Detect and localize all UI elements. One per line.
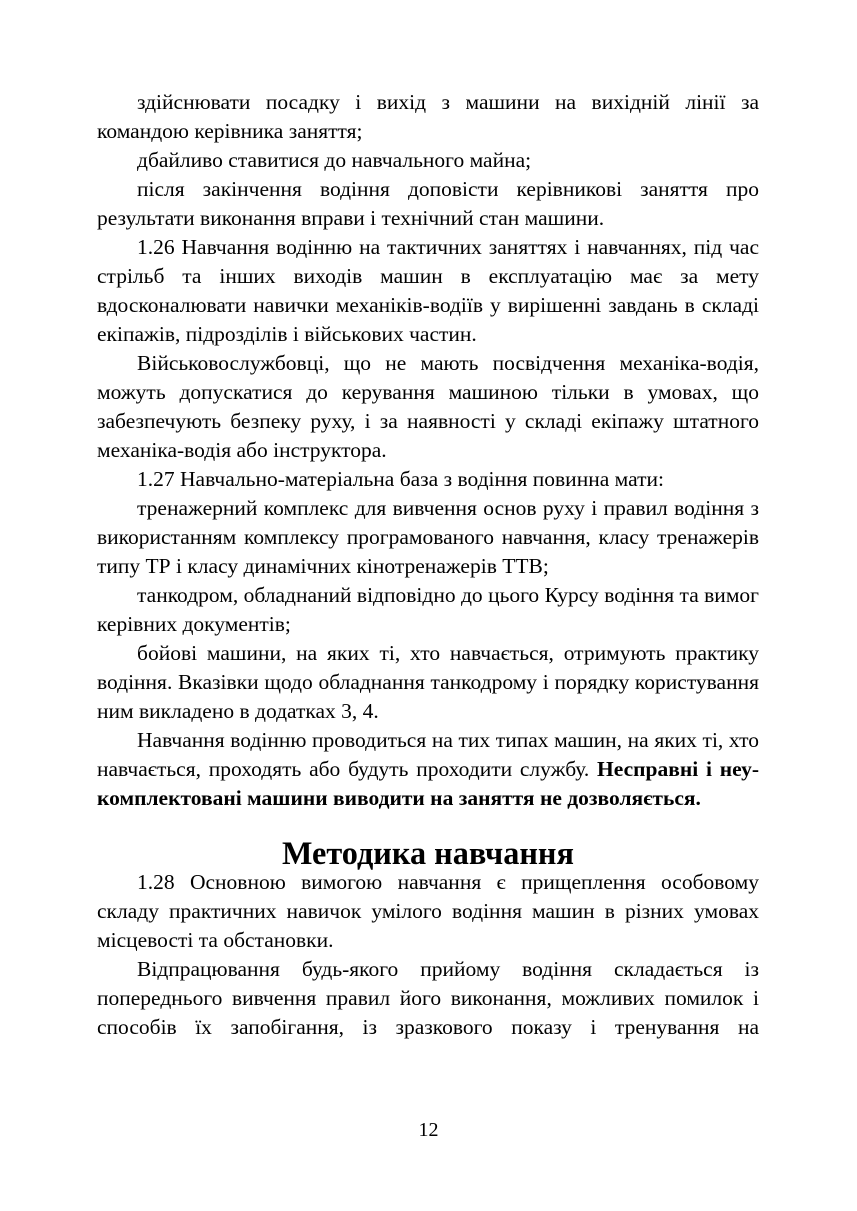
paragraph-1-27: 1.27 Навчально-матеріальна база з водіння повинна мати: xyxy=(137,467,664,491)
paragraph-combat-vehicles: бойові машини, на яких ті, хто навчається, отримують практику водіння. Вказівки щодо обладнання танкодрому і порядку користування ним викладено в додатках 3, 4. xyxy=(97,641,759,723)
paragraph-servicemen-admission: Військовослужбовці, що не мають посвідчення механіка-водія, можуть допускатися до керування машиною тільки в умовах, що забезпечують безпеку руху, і за наявності у складі екіпажу штатного механіка-водія або інструктора. xyxy=(97,351,759,462)
faulty-machines-warning: Несправні і неу- комплектовані машини виводити на заняття не дозволяється. xyxy=(97,757,759,810)
paragraph-care-property: дбайливо ставитися до навчального майна; xyxy=(137,148,532,172)
paragraph-1-28: 1.28 Основною вимогою навчання є прищеплення особовому складу практичних навичок умілого водіння машин в різних умовах місцевості та обстановки. xyxy=(97,870,759,952)
paragraph-training-machines xyxy=(97,726,759,813)
paragraph-1-26: 1.26 Навчання водінню на тактичних заняттях і навчаннях, під час стрільб та інших виходів машин в експлуатацію має за мету вдосконалювати навички механіків-водіїв у вирішенні завдань в складі екіпажів, підрозділів і військових частин. xyxy=(97,235,759,346)
paragraph-exit-machine: здійснювати посадку і вихід з машини на вихідній лінії за командою керівника заняття; xyxy=(97,90,759,143)
page-number: 12 xyxy=(418,1119,439,1141)
paragraph-tank-range: танкодром, обладнаний відповідно до цього Курсу водіння та вимог керівних документів; xyxy=(97,583,759,636)
paragraph-simulator-complex: тренажерний комплекс для вивчення основ руху і правил водіння з використанням комплексу програмованого навчання, класу тренажерів типу ТР і класу динамічних кінотренажерів ТТВ; xyxy=(97,496,759,578)
body-text xyxy=(97,88,759,1042)
section-heading: Методика навчання xyxy=(282,835,574,871)
paragraph-technique-practice: Відпрацювання будь-якого прийому водіння складається із попереднього вивчення правил його виконання, можливих помилок і способів їх запобігання, із зразкового показу і тренування на xyxy=(97,957,759,1039)
training-machines-text: Навчання водінню проводиться на тих типах машин, на яких ті, хто навчається, проходять або будуть проходити службу. xyxy=(97,728,759,781)
paragraph-report-results: після закінчення водіння доповісти керівникові заняття про результати виконання вправи і технічний стан машини. xyxy=(97,177,759,230)
